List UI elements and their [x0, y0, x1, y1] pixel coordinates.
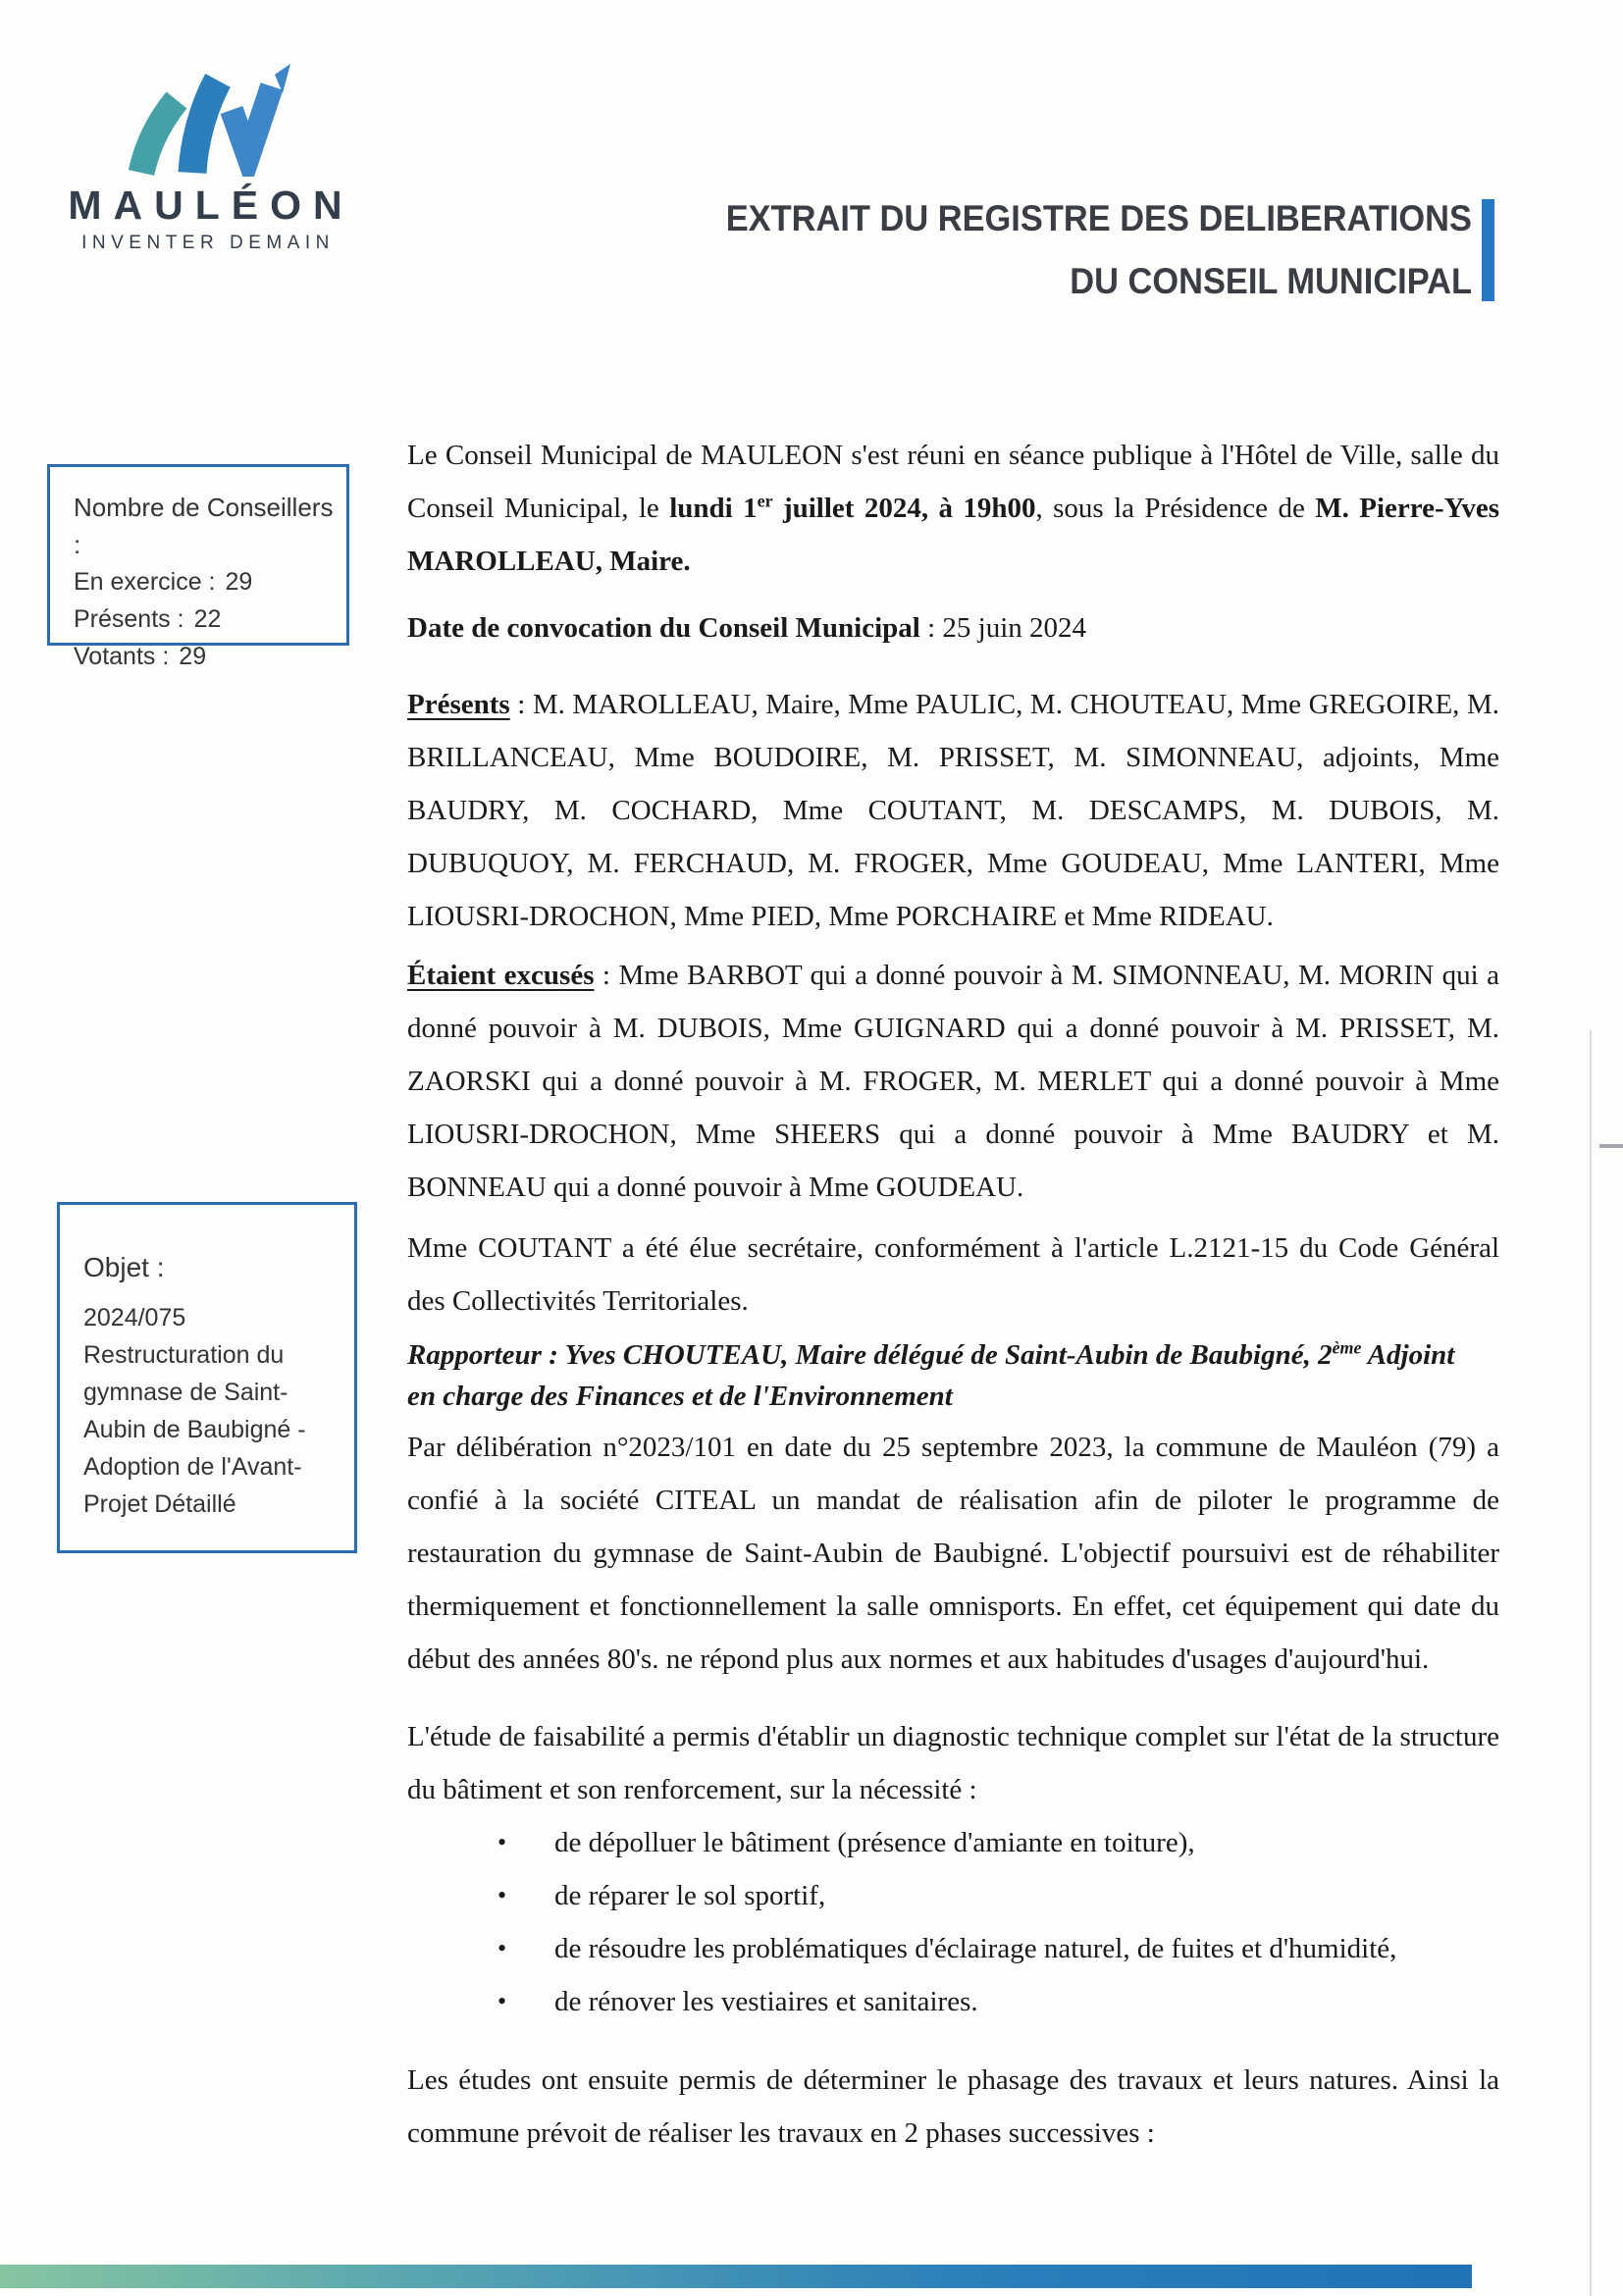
counter-value: 29	[225, 568, 253, 596]
list-item	[407, 1975, 1499, 2028]
title-accent-bar	[1482, 199, 1494, 301]
counter-row-exercice	[74, 563, 337, 600]
presents-label: Présents	[407, 689, 510, 720]
document-title-line1: EXTRAIT DU REGISTRE DES DELIBERATIONS	[725, 198, 1472, 238]
list-item-text: de résoudre les problématiques d'éclairage naturel, de fuites et d'humidité,	[554, 1933, 1397, 1964]
footer-gradient-bar	[0, 2265, 1472, 2288]
object-box	[57, 1202, 357, 1553]
convocation-label: Date de convocation du Conseil Municipal	[407, 612, 920, 644]
list-item	[407, 1922, 1499, 1975]
paragraph-phases: Les études ont ensuite permis de déterminer le phasage des travaux et leurs natures. Ainsi la commune prévoit de réaliser les travaux en 2 phases successives :	[407, 2064, 1499, 2149]
session-date-time: juillet 2024, à 19h00	[772, 493, 1036, 524]
paragraph-session-intro	[407, 429, 1499, 588]
paragraph-excused	[407, 949, 1499, 1214]
document-title	[412, 199, 1472, 301]
list-item-text: de réparer le sol sportif,	[554, 1880, 826, 1911]
logo-tagline: INVENTER DEMAIN	[81, 233, 335, 253]
presents-list: : M. MAROLLEAU, Maire, Mme PAULIC, M. CHOUTEAU, Mme GREGOIRE, M. BRILLANCEAU, Mme BOUDOIRE, M. PRISSET, M. SIMONNEAU, adjoints, Mme BAUDRY, M. COCHARD, Mme COUTANT, M. DESCAMPS, M. DUBOIS, M. DUBUQUOY, M. FERCHAUD, M. FROGER, Mme GOUDEAU, Mme LANTERI, Mme LIOUSRI-DROCHON, Mme PIED, Mme PORCHAIRE et Mme RIDEAU.	[407, 689, 1499, 932]
diagnostic-bullet-list	[407, 1816, 1499, 2028]
rapporteur-text: Adjoint	[1361, 1339, 1455, 1371]
counters-box	[47, 464, 349, 670]
mauleon-logo	[54, 61, 358, 254]
counter-row-votants	[74, 638, 337, 675]
rapporteur-text: Rapporteur : Yves CHOUTEAU, Maire délégué de Saint-Aubin de Baubigné, 2	[407, 1339, 1333, 1371]
counter-value: 29	[179, 643, 207, 670]
scan-edge-dash	[1599, 1144, 1623, 1148]
counter-row-presents	[74, 600, 337, 638]
counter-label: Votants :	[74, 643, 170, 670]
mauleon-logo-icon	[118, 61, 294, 177]
counters-box-title: Nombre de Conseillers :	[74, 493, 334, 559]
list-item	[407, 1869, 1499, 1922]
logo-wordmark: MAULÉON	[68, 183, 354, 228]
bullet-icon: •	[497, 1828, 507, 1856]
convocation-date: : 25 juin 2024	[919, 612, 1087, 644]
session-date: lundi 1	[669, 493, 758, 524]
excused-label: Étaient excusés	[407, 960, 595, 991]
paragraph-convocation	[407, 601, 1499, 654]
intro-text: , sous la Présidence de	[1035, 493, 1316, 524]
paragraph-secretary: Mme COUTANT a été élue secrétaire, conformément à l'article L.2121-15 du Code Général des Collectivités Territoriales.	[407, 1232, 1499, 1317]
bullet-icon: •	[497, 1987, 507, 2015]
paragraph-rapporteur	[407, 1334, 1499, 1417]
counter-label: En exercice :	[74, 568, 216, 596]
excused-list: : Mme BARBOT qui a donné pouvoir à M. SIMONNEAU, M. MORIN qui a donné pouvoir à M. DUBOIS, Mme GUIGNARD qui a donné pouvoir à M. PRISSET, M. ZAORSKI qui a donné pouvoir à M. FROGER, M. MERLET qui a donné pouvoir à Mme LIOUSRI-DROCHON, Mme SHEERS qui a donné pouvoir à Mme BAUDRY et M. BONNEAU qui a donné pouvoir à Mme GOUDEAU.	[407, 960, 1499, 1203]
paragraph-mandate: Par délibération n°2023/101 en date du 25 septembre 2023, la commune de Mauléon (79) a confié à la société CITEAL un mandat de réalisation afin de piloter le programme de restauration du gymnase de Saint-Aubin de Baubigné. L'objectif poursuivi est de réhabiliter thermiquement et fonctionnellement la salle omnisports. En effet, cet équipement qui date du début des années 80's. ne répond plus aux normes et aux habitudes d'usages d'aujourd'hui.	[407, 1432, 1499, 1675]
paragraph-presents	[407, 678, 1499, 943]
object-box-title: Objet :	[83, 1252, 165, 1282]
paragraph-study-intro: L'étude de faisabilité a permis d'établir un diagnostic technique complet sur l'état de la structure du bâtiment et son renforcement, sur la nécessité :	[407, 1721, 1499, 1805]
ordinal-superscript: ème	[1332, 1337, 1362, 1358]
object-reference: 2024/075	[83, 1304, 186, 1331]
ordinal-superscript: er	[757, 491, 773, 511]
list-item-text: de rénover les vestiaires et sanitaires.	[554, 1986, 978, 2017]
intro-text: Le Conseil Municipal de MAULEON s'est réuni en séance publique à l'Hôtel de Ville, salle du Conseil Municipal, le	[407, 440, 1499, 524]
list-item-text: de dépolluer le bâtiment (présence d'amiante en toiture),	[554, 1827, 1195, 1858]
object-description: Restructuration du gymnase de Saint-Aubin de Baubigné - Adoption de l'Avant-Projet Détaillé	[83, 1341, 306, 1518]
document-body	[407, 429, 1499, 2160]
list-item	[407, 1816, 1499, 1869]
counter-value: 22	[193, 605, 222, 633]
mayor-name: M. Pierre-Yves MAROLLEAU, Maire.	[407, 493, 1500, 577]
bullet-icon: •	[497, 1934, 507, 1962]
rapporteur-text-line2: en charge des Finances et de l'Environnement	[407, 1381, 953, 1412]
document-title-line2: DU CONSEIL MUNICIPAL	[1070, 261, 1472, 301]
counter-label: Présents :	[74, 605, 184, 633]
scan-edge-line	[1590, 1030, 1592, 2296]
bullet-icon: •	[497, 1881, 507, 1909]
